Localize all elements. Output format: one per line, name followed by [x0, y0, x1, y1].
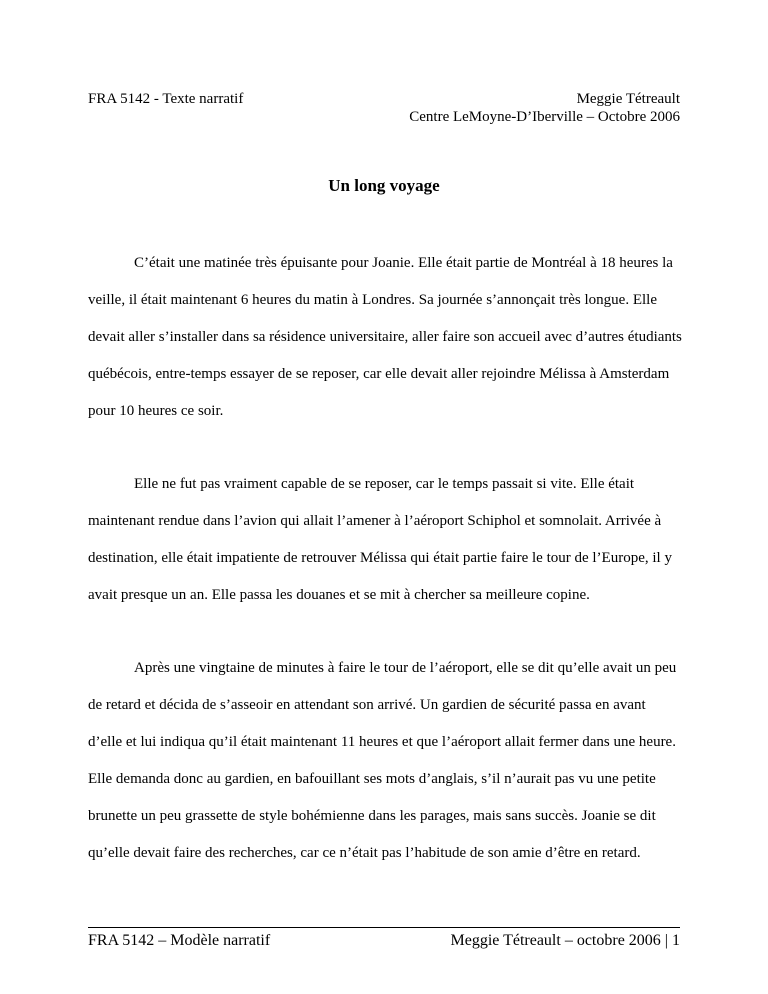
paragraph: C’était une matinée très épuisante pour Joanie. Elle était partie de Montréal à 18 heures la veille, il était maintenant 6 heures du matin à Londres. Sa journée s’annonçait très longue. Elle devait aller s’installer dans sa résidence universitaire, aller faire son accueil avec d’autres étudiants québécois, entre-temps essayer de se reposer, car elle devait aller rejoindre Mélissa à Amsterdam pour 10 heures ce soir. — [88, 255, 682, 419]
header-course: FRA 5142 - Texte narratif — [88, 91, 244, 107]
document-body — [88, 245, 682, 908]
header-institution-date: Centre LeMoyne-D’Iberville – Octobre 2006 — [409, 109, 680, 125]
header-author: Meggie Tétreault — [576, 91, 680, 107]
header-author-block — [409, 90, 680, 126]
footer-author-page: Meggie Tétreault – octobre 2006 | 1 — [450, 932, 680, 949]
document-title: Un long voyage — [328, 176, 440, 195]
footer-course: FRA 5142 – Modèle narratif — [88, 932, 271, 949]
footer-divider — [88, 927, 680, 928]
paragraph: Après une vingtaine de minutes à faire le tour de l’aéroport, elle se dit qu’elle avait un peu de retard et décida de s’asseoir en attendant son arrivé. Un gardien de sécurité passa en avant d’elle et lui indiqua qu’il était maintenant 11 heures et que l’aéroport allait fermer dans une heure. Elle demanda donc au gardien, en bafouillant ses mots d’anglais, s’il n’aurait pas vu une petite brunette un peu grassette de style bohémienne dans les parages, mais sans succès. Joanie se dit qu’elle devait faire des recherches, car ce n’était pas l’habitude de son amie d’être en retard. — [88, 660, 677, 861]
paragraph: Elle ne fut pas vraiment capable de se reposer, car le temps passait si vite. Elle était maintenant rendue dans l’avion qui allait l’amener à l’aéroport Schiphol et somnolait. Arrivée à destination, elle était impatiente de retrouver Mélissa qui était partie faire le tour de l’Europe, il y avait presque un an. Elle passa les douanes et se mit à chercher sa meilleure copine. — [88, 476, 672, 603]
